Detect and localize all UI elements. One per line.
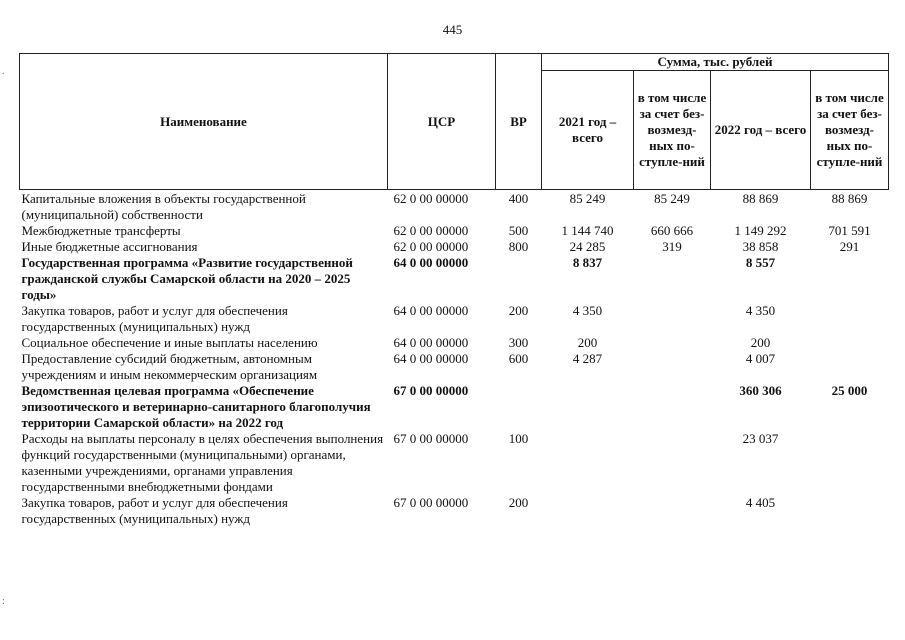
- cell-f2022: 701 591: [828, 223, 871, 238]
- cell-y2022: 1 149 292: [734, 223, 787, 238]
- table-row: [20, 383, 889, 431]
- cell-name: Иные бюджетные ассигнования: [21, 239, 198, 254]
- header-2021-total: 2021 год – всего: [542, 71, 634, 190]
- cell-f2022: [811, 255, 889, 303]
- cell-vr: 300: [508, 335, 529, 350]
- cell-name: Социальное обеспечение и иные выплаты населению: [21, 335, 318, 350]
- cell-f2022: 25 000: [831, 383, 868, 398]
- cell-vr: [496, 255, 542, 303]
- table-row: [20, 335, 889, 351]
- cell-y2021: 4 350: [572, 303, 603, 318]
- cell-csr: 62 0 00 00000: [393, 191, 469, 206]
- cell-name: Закупка товаров, работ и услуг для обеспечения государственных (муниципальных) нужд: [21, 495, 288, 526]
- cell-f2022: [811, 303, 889, 335]
- cell-f2021: [634, 495, 711, 527]
- table-row: [20, 303, 889, 335]
- cell-csr: 67 0 00 00000: [393, 431, 469, 446]
- cell-y2021: 200: [577, 335, 598, 350]
- header-sum-group: Сумма, тыс. рублей: [542, 54, 889, 71]
- cell-vr: 600: [508, 351, 529, 366]
- header-2021-free: в том числе за счет без-возмезд-ных по-ступле-ний: [634, 71, 711, 190]
- cell-f2022: [811, 351, 889, 383]
- table-body: [20, 190, 889, 528]
- cell-vr: 400: [508, 191, 529, 206]
- page-number: 445: [442, 22, 463, 37]
- cell-vr: 500: [508, 223, 529, 238]
- cell-csr: 64 0 00 00000: [393, 303, 469, 318]
- cell-f2021: 85 249: [654, 191, 690, 206]
- cell-f2021: [634, 335, 711, 351]
- cell-y2021: [542, 383, 634, 431]
- scan-mark: .: [2, 66, 5, 77]
- cell-f2021: 660 666: [650, 223, 694, 238]
- cell-name: Расходы на выплаты персоналу в целях обеспечения выполнения функций государственными (муниципальными) органами, казенными учреждениями, органами управления государственными внебюджетными фондами: [21, 431, 384, 494]
- cell-f2022: [811, 431, 889, 495]
- header-2022-total: 2022 год – всего: [711, 71, 811, 190]
- cell-f2022: [811, 335, 889, 351]
- header-name: Наименование: [20, 54, 388, 190]
- cell-y2022: 4 405: [745, 495, 776, 510]
- cell-f2021: [634, 303, 711, 335]
- cell-y2021: 8 837: [572, 255, 603, 270]
- cell-y2022: 8 557: [745, 255, 776, 270]
- cell-csr: 62 0 00 00000: [393, 239, 469, 254]
- cell-y2021: 24 285: [569, 239, 606, 254]
- cell-name: Предоставление субсидий бюджетным, автономным учреждениям и иным некоммерческим организациям: [21, 351, 318, 382]
- cell-y2022: 38 858: [742, 239, 779, 254]
- header-vr: ВР: [496, 54, 542, 190]
- table-row: [20, 431, 889, 495]
- cell-y2022: 4 007: [745, 351, 776, 366]
- cell-f2022: [811, 495, 889, 527]
- cell-vr: 200: [508, 495, 529, 510]
- cell-f2021: [634, 255, 711, 303]
- cell-vr: 800: [508, 239, 529, 254]
- cell-vr: 200: [508, 303, 529, 318]
- cell-f2021: [634, 383, 711, 431]
- cell-y2021: [542, 495, 634, 527]
- cell-csr: 64 0 00 00000: [393, 255, 469, 270]
- cell-csr: 64 0 00 00000: [393, 351, 469, 366]
- cell-y2022: 23 037: [742, 431, 779, 446]
- table-row: [20, 351, 889, 383]
- cell-y2021: 1 144 740: [561, 223, 614, 238]
- table-row: [20, 255, 889, 303]
- cell-csr: 67 0 00 00000: [393, 383, 469, 398]
- cell-vr: 100: [508, 431, 529, 446]
- cell-csr: 64 0 00 00000: [393, 335, 469, 350]
- cell-y2022: 200: [750, 335, 771, 350]
- cell-y2021: 4 287: [572, 351, 603, 366]
- cell-y2022: 88 869: [742, 191, 779, 206]
- cell-name: Закупка товаров, работ и услуг для обеспечения государственных (муниципальных) нужд: [21, 303, 288, 334]
- table-row: [20, 495, 889, 527]
- cell-f2021: [634, 351, 711, 383]
- cell-name: Государственная программа «Развитие государственной гражданской службы Самарской области на 2020 – 2025 годы»: [21, 255, 353, 302]
- cell-name: Межбюджетные трансферты: [21, 223, 181, 238]
- table-row: [20, 239, 889, 255]
- table-row: [20, 223, 889, 239]
- cell-f2022: 291: [839, 239, 860, 254]
- cell-y2021: [542, 431, 634, 495]
- cell-csr: 67 0 00 00000: [393, 495, 469, 510]
- table-row: [20, 190, 889, 224]
- cell-csr: 62 0 00 00000: [393, 223, 469, 238]
- cell-vr: [496, 383, 542, 431]
- cell-y2022: 360 306: [739, 383, 782, 398]
- header-csr: ЦСР: [388, 54, 496, 190]
- table-header: [20, 54, 889, 190]
- cell-y2021: 85 249: [569, 191, 606, 206]
- cell-f2021: [634, 431, 711, 495]
- cell-f2021: 319: [662, 239, 682, 254]
- scan-mark: :: [2, 596, 5, 607]
- cell-name: Капитальные вложения в объекты государственной (муниципальной) собственности: [21, 191, 306, 222]
- cell-f2022: 88 869: [831, 191, 868, 206]
- header-2022-free: в том числе за счет без-возмезд-ных по-ступле-ний: [811, 71, 889, 190]
- cell-name: Ведомственная целевая программа «Обеспечение эпизоотического и ветеринарно-санитарного благополучия территории Самарской области» на 2022 год: [21, 383, 371, 430]
- budget-table: [19, 53, 889, 527]
- cell-y2022: 4 350: [745, 303, 776, 318]
